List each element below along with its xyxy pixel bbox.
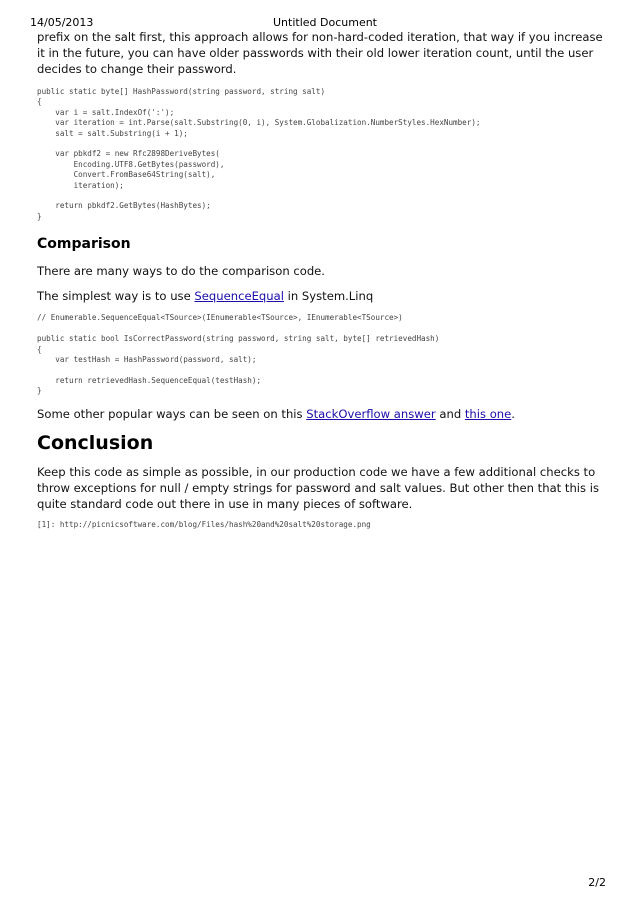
- other-ways-paragraph: [37, 406, 607, 422]
- page-number: 2/2: [588, 876, 606, 889]
- print-date: 14/05/2013: [30, 16, 94, 29]
- other-prefix: Some other popular ways can be seen on this: [37, 406, 307, 421]
- conclusion-heading: Conclusion: [37, 431, 154, 454]
- stackoverflow-answer-link[interactable]: StackOverflow answer: [306, 406, 436, 421]
- comparison-heading: Comparison: [37, 236, 131, 253]
- page-content: [37, 29, 607, 530]
- document-title: Untitled Document: [273, 16, 377, 29]
- reference-footnote: [1]: http://picnicsoftware.com/blog/Files/hash%20and%20salt%20storage.png: [37, 519, 371, 529]
- simplest-way-paragraph: [37, 288, 607, 304]
- code-block-is-correct-password: // Enumerable.SequenceEqual<TSource>(IEnumerable<TSource>, IEnumerable<TSource>) public static bool IsCorrectPassword(string password, string salt, byte[] retrievedHash) { var testHash = HashPassword(password, salt); return retrievedHash.SequenceEqual(testHash); }: [37, 313, 440, 396]
- comparison-intro: There are many ways to do the comparison code.: [37, 264, 325, 279]
- sequence-equal-link[interactable]: SequenceEqual: [194, 289, 284, 304]
- simplest-prefix: The simplest way is to use: [37, 289, 195, 304]
- other-mid: and: [435, 406, 465, 421]
- this-one-link[interactable]: this one: [464, 406, 512, 421]
- code-block-hash-password: public static byte[] HashPassword(string password, string salt) { var i = salt.IndexOf(':'); var iteration = int.Parse(salt.Substring(0, i), System.Globalization.NumberStyles.HexNumber); salt = salt.Substring(i + 1); var pbkdf2 = new Rfc2898DeriveBytes( Encoding.UTF8.GetBytes(password), Convert.FromBase64String(salt), iteration); return pbkdf2.GetBytes(HashBytes); }: [37, 87, 481, 221]
- intro-paragraph: prefix on the salt first, this approach allows for non-hard-coded iteration, that way if you increase it in the future, you can have older passwords with their old lower iteration count, until the user decides to change their password.: [37, 30, 603, 76]
- conclusion-paragraph: Keep this code as simple as possible, in our production code we have a few additional checks to throw exceptions for null / empty strings for password and salt values. But other then that this is quite standard code out there in use in many pieces of software.: [37, 464, 600, 511]
- other-suffix: .: [511, 406, 515, 421]
- simplest-suffix: in System.Linq: [283, 289, 374, 304]
